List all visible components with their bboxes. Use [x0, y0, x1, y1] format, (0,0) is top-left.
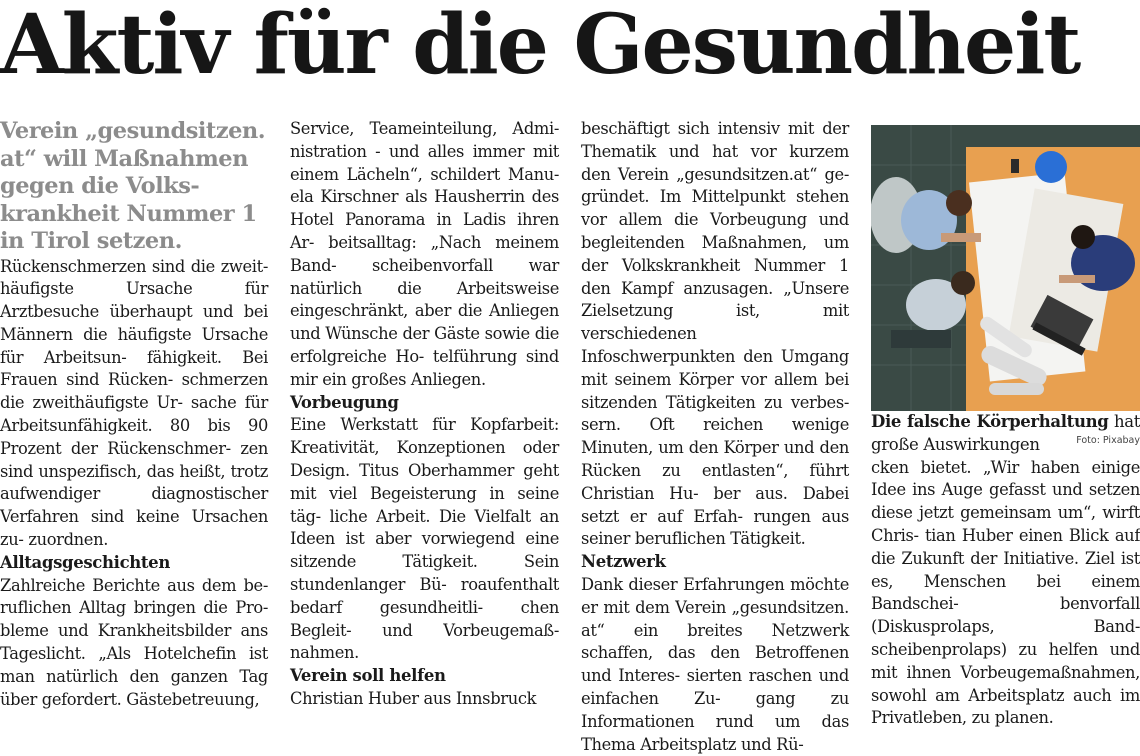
caption-rest: hat große Auswirkungen — [871, 412, 1140, 454]
lead-text: Verein „gesundsitzen. at“ will Maßnahmen gegen die Volks- krankheit Nummer 1 in Tirol setzen. — [0, 118, 266, 254]
caption-bold: Die falsche Körperhaltung — [871, 412, 1109, 431]
col1-paragraph-1: Rückenschmerzen sind die zweit- häufigste Ursache für Arztbesuche überhaupt und bei Männern die häufigste Ursache für Arbeitsun- fähigkeit. Bei Frauen sind Rücken- schmerzen die zweithäufigste Ur- sache für Arbeitsunfähigkeit. 80 bis 90 Prozent der Rückenschmer- zen sind unspezifisch, das heißt, trotz aufwendiger diagnostischer Verfahren sind keine Ursachen zu- zuordnen. — [0, 256, 268, 550]
column-4 — [871, 118, 1140, 730]
col3-paragraph-2: Dank dieser Erfahrungen möchte er mit dem Verein „gesundsitzen. at“ ein breites Netzwerk schaffen, das den Betroffenen und Interes- sierten raschen und einfachen Zu- gang zu Informationen rund um das Thema Arbeitsplatz und Rü- — [581, 574, 849, 754]
column-2 — [290, 118, 559, 711]
col1-paragraph-2: Zahlreiche Berichte aus dem be- ruflichen Alltag bringen die Pro- bleme und Krankheitsbilder ans Tageslicht. „Als Hotelchefin ist man natürlich den ganzen Tag über gefordert. Gästebetreuung, — [0, 575, 268, 709]
col2-paragraph-1: Service, Teameinteilung, Admi- nistration - und alles immer mit einem Lächeln“, schildert Manu- ela Kirschner als Hausherrin des Hotel Panorama in Ladis ihren Ar- beitsalltag: „Nach meinem Band- scheibenvorfall war natürlich die Arbeitsweise eingeschränkt, aber die Anliegen und Wünsche der Gäste sowie die erfolgreiche Ho- telführung sind mir ein großes Anliegen. — [290, 119, 559, 389]
headline: Aktiv für die Gesundheit — [0, 0, 1080, 93]
column-1 — [0, 118, 268, 711]
subhead-alltagsgeschichten: Alltagsgeschichten — [0, 552, 170, 572]
office-photo — [871, 125, 1140, 411]
col2-paragraph-2: Eine Werkstatt für Kopfarbeit: Kreativität, Konzeptionen oder Design. Titus Oberhammer geht mit viel Begeisterung in seine täg- liche Arbeit. Die Vielfalt an Ideen ist aber vorwiegend eine sitzende Tätigkeit. Sein stundenlanger Bü- roaufenthalt bedarf gesundheitli- chen Begleit- und Vorbeugemaß- nahmen. — [290, 415, 559, 663]
subhead-vorbeugung: Vorbeugung — [290, 392, 399, 412]
col3-paragraph-1: beschäftigt sich intensiv mit der Thematik und hat vor kurzem den Verein „gesundsitzen.at“ ge- gründet. Im Mittelpunkt stehen vor allem die Vorbeugung und begleitenden Maßnahmen, um der Volkskrankheit Nummer 1 den Kampf anzusagen. „Unsere Zielsetzung ist, mit verschiedenen Infoschwerpunkten den Umgang mit seinem Körper vor allem bei sitzenden Tätigkeiten zu verbes- sern. Oft reichen wenige Minuten, um den Körper und den Rücken zu entlasten“, führt Christian Hu- ber aus. Dabei setzt er auf Erfah- rungen aus seiner beruflichen Tätigkeit. — [581, 119, 849, 549]
column-3 — [581, 118, 849, 756]
col4-paragraph-1: cken bietet. „Wir haben einige Idee ins Auge gefasst und setzen diese jetzt gemeinsam um“, wirft Chris- tian Huber einen Blick auf die Zukunft der Initiative. Ziel ist es, Menschen bei einem Bandschei- benvorfall (Diskusprolaps, Band- scheibenprolaps) zu helfen und mit ihnen Vorbeugemaßnahmen, sowohl am Arbeitsplatz auch im Privatleben, zu planen. — [871, 457, 1140, 728]
photo-credit: Foto: Pixabay — [1076, 434, 1140, 446]
col2-paragraph-3: Christian Huber aus Innsbruck — [290, 688, 537, 708]
subhead-verein-soll-helfen: Verein soll helfen — [290, 666, 446, 686]
subhead-netzwerk: Netzwerk — [581, 552, 666, 572]
photo-caption — [871, 411, 1140, 457]
